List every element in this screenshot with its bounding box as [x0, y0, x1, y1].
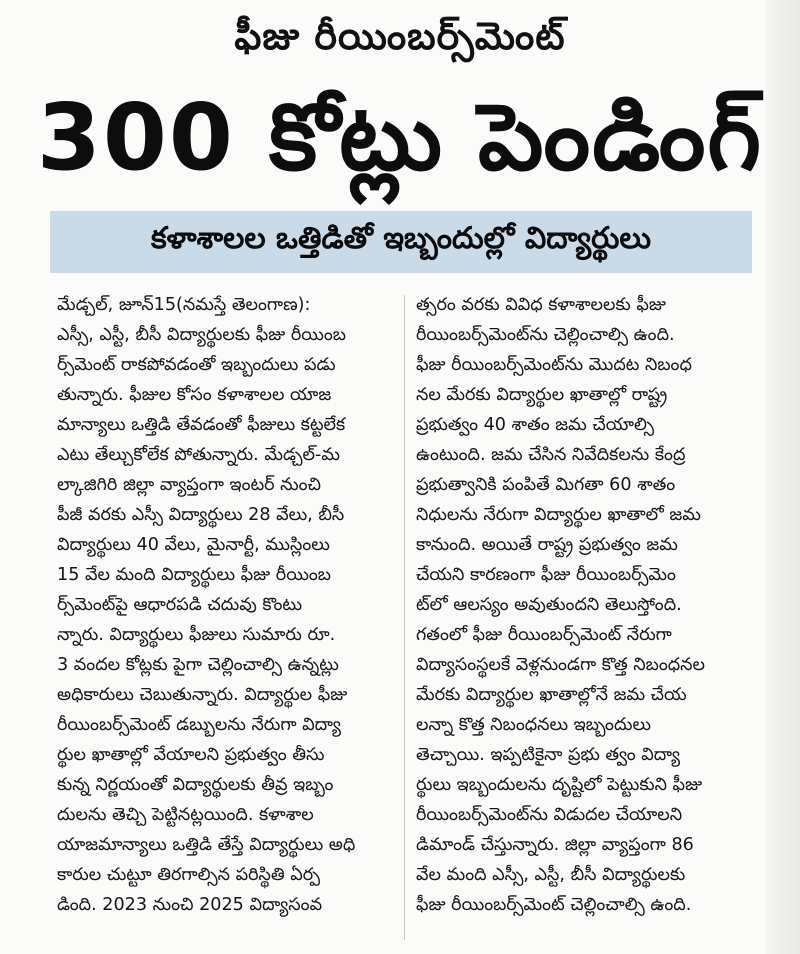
- body-line: ర్స్‌మెంట్ రాకపోవడంతో ఇబ్బందులు పడు: [57, 355, 336, 375]
- article-subhead: కళాశాలల ఒత్తిడితో ఇబ్బందుల్లో విద్యార్థులు: [151, 221, 651, 256]
- body-line: నల మేరకు విద్యార్థుల ఖాతాల్లో రాష్ట్ర: [416, 385, 668, 405]
- body-line: ప్రభుత్వానికి పంపితే మిగతా 60 శాతం: [416, 475, 676, 495]
- body-line: 15 వేల మంది విద్యార్థులు ఫీజు రీయింబ: [57, 565, 331, 585]
- body-line: యాజమాన్యాలు ఒత్తిడి తేస్తే విద్యార్థులు అధి: [57, 835, 356, 855]
- body-line: లన్నా కొత్త నిబంధనలు ఇబ్బందులు: [416, 715, 652, 735]
- body-line: ఎటు తేల్చుకోలేక పోతున్నారు. మేడ్చల్-మ: [57, 445, 340, 465]
- body-line: రీయింబర్స్‌మెంట్‌ను విడుదల చేయాలని: [416, 805, 683, 825]
- body-line: ఎస్సీ, ఎస్టీ, బీసీ విద్యార్థులకు ఫీజు రీయింబ: [57, 325, 346, 345]
- body-line: ర్థులు ఇబ్బందులను దృష్టిలో పెట్టుకుని ఫీజు: [416, 775, 703, 795]
- body-line: డిమాండ్ చేస్తున్నారు. జిల్లా వ్యాప్తంగా 86: [416, 835, 694, 855]
- body-line: రీయింబర్స్‌మెంట్‌ను చెల్లించాల్సి ఉంది.: [416, 325, 675, 345]
- page-edge-shadow: [766, 0, 800, 954]
- body-line: ప్రభుత్వం 40 శాతం జమ చేయాల్సి: [416, 415, 655, 435]
- body-line: కున్న నిర్ణయంతో విద్యార్థులకు తీవ్ర ఇబ్బం: [57, 775, 334, 795]
- body-line: త్సరం వరకు వివిధ కళాశాలలకు ఫీజు: [416, 295, 666, 315]
- body-line: దులను తెచ్చి పెట్టినట్లయింది. కళాశాల: [57, 805, 314, 825]
- body-line: చేయని కారణంగా ఫీజు రీయింబర్స్‌మెం: [416, 565, 676, 585]
- body-line: కానుంది. అయితే రాష్ట్ర ప్రభుత్వం జమ: [416, 535, 678, 555]
- body-line: ఉంటుంది. జమ చేసిన నివేదికలను కేంద్ర: [416, 445, 686, 465]
- article-column-right: [416, 290, 754, 950]
- body-line: ఫీజు రీయింబర్స్‌మెంట్ చెల్లించాల్సి ఉంది.: [416, 895, 692, 915]
- body-line: మేరకు విద్యార్థుల ఖాతాల్లోనే జమ చేయ: [416, 685, 687, 705]
- body-line: కారుల చుట్టూ తిరగాల్సిన పరిస్థితి ఏర్ప: [57, 865, 320, 885]
- body-line: నిధులను నేరుగా విద్యార్థుల ఖాతాలో జమ: [416, 505, 701, 525]
- body-line: విద్యాసంస్థలకే వెళ్లనుండగా కొత్త నిబంధనల: [416, 655, 705, 675]
- body-line: అధికారులు చెబుతున్నారు. విద్యార్థుల ఫీజు: [57, 685, 348, 705]
- body-line: రీయింబర్స్‌మెంట్ డబ్బులను నేరుగా విద్యా: [57, 715, 341, 735]
- article-column-left: [57, 290, 397, 950]
- article-subhead-banner: [50, 211, 752, 273]
- body-line: మేడ్చల్, జూన్15(నమస్తే తెలంగాణ):: [57, 295, 311, 315]
- body-line: 3 వందల కోట్లకు పైగా చెల్లించాల్సి ఉన్నట్లు: [57, 655, 339, 675]
- body-line: ట్‌లో ఆలస్యం అవుతుందని తెలుస్తోంది.: [416, 595, 682, 615]
- body-line: గతంలో ఫీజు రీయింబర్స్‌మెంట్ నేరుగా: [416, 625, 672, 645]
- body-line: ఫీజు రీయింబర్స్‌మెంట్‌ను మొదట నిబంధ: [416, 355, 692, 375]
- body-line: ర్థుల ఖాతాల్లో వేయాలని ప్రభుత్వం తీసు: [57, 745, 325, 765]
- body-line: ల్కాజిగిరి జిల్లా వ్యాప్తంగా ఇంటర్ నుంచి: [57, 475, 322, 495]
- body-line: తున్నారు. ఫీజుల కోసం కళాశాలల యాజ: [57, 385, 332, 405]
- article-headline: 300 కోట్లు పెండింగ్: [36, 84, 764, 191]
- body-line: వేల మంది ఎస్సీ, ఎస్టీ, బీసీ విద్యార్థులకు: [416, 865, 686, 885]
- body-line: న్నారు. విద్యార్థులు ఫీజులు సుమారు రూ.: [57, 625, 336, 645]
- body-line: మాన్యాలు ఒత్తిడి తేవడంతో ఫీజులు కట్టలేక: [57, 415, 346, 435]
- body-line: విద్యార్థులు 40 వేలు, మైనార్టీ, ముస్లింలు: [57, 535, 330, 555]
- body-line: పీజీ వరకు ఎస్సీ విద్యార్థులు 28 వేలు, బీసీ: [57, 505, 345, 525]
- column-divider: [404, 295, 405, 940]
- body-line: ర్స్‌మెంట్‌పై ఆధారపడి చదువు కొంటు: [57, 595, 303, 615]
- body-line: తెచ్చాయి. ఇప్పటికైనా ప్రభు త్వం విద్యా: [416, 745, 681, 765]
- body-line: డింది. 2023 నుంచి 2025 విద్యాసంవ: [57, 895, 323, 915]
- article-kicker: ఫీజు రీయింబర్స్‌మెంట్: [234, 14, 566, 58]
